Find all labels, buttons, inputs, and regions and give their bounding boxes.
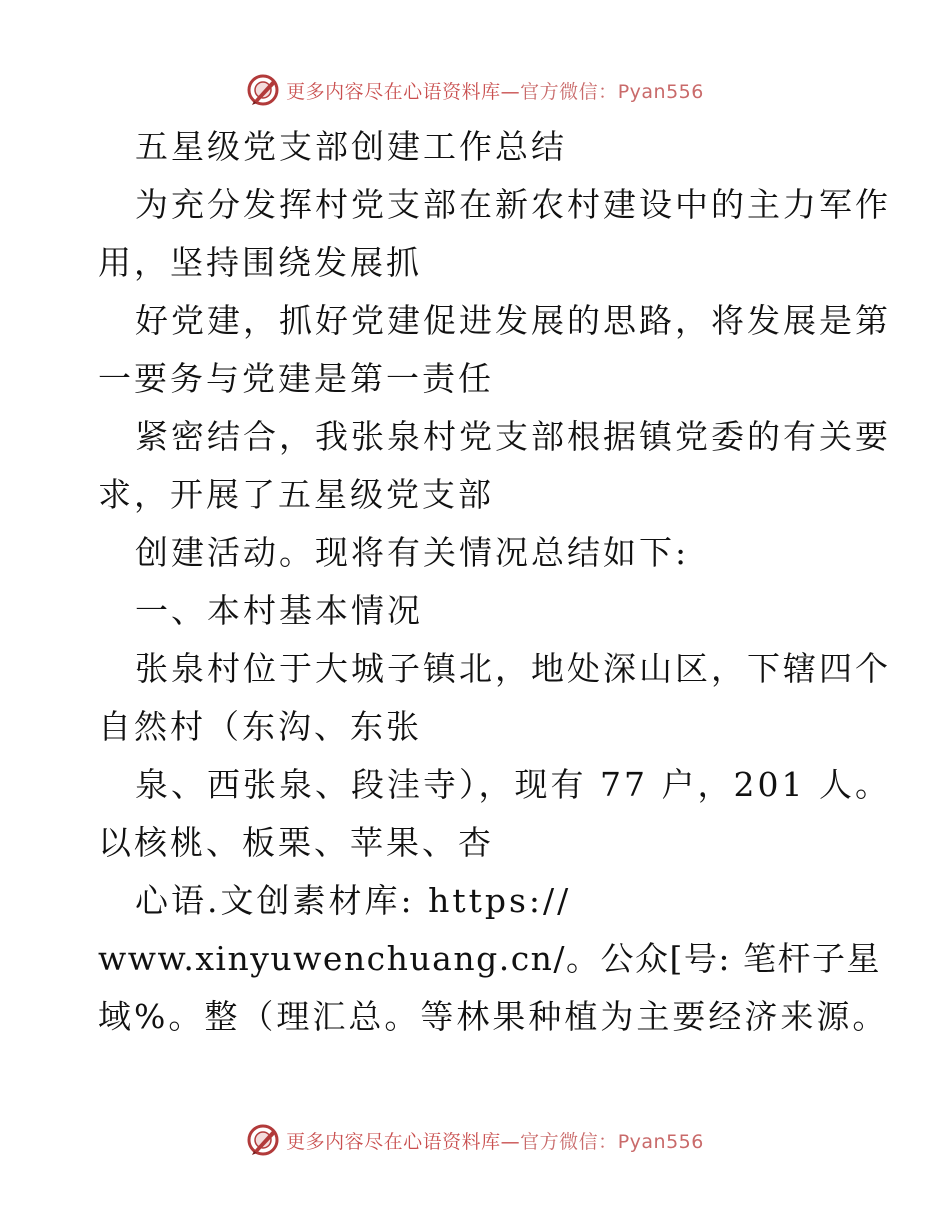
pen-logo-icon xyxy=(246,1123,280,1157)
document-body xyxy=(98,118,891,1046)
header-banner xyxy=(0,70,950,110)
paragraph-line: 张泉村位于大城子镇北，地处深山区，下辖四个 xyxy=(135,649,891,688)
banner-text: 更多内容尽在心语资料库—官方微信：Pyan556 xyxy=(286,80,704,103)
paragraph-line: 以核桃、板栗、苹果、杏 xyxy=(98,823,494,862)
paragraph-line: 一要务与党建是第一责任 xyxy=(98,359,494,398)
paragraph-line: 自然村（东沟、东张 xyxy=(98,707,422,746)
paragraph-line: 心语.文创素材库: https:// xyxy=(135,881,572,920)
document-title: 五星级党支部创建工作总结 xyxy=(135,127,567,166)
paragraph-line: 紧密结合，我张泉村党支部根据镇党委的有关要 xyxy=(135,417,891,456)
paragraph-line: 求，开展了五星级党支部 xyxy=(98,475,494,514)
paragraph-line: 创建活动。现将有关情况总结如下: xyxy=(135,533,690,572)
pen-logo-icon xyxy=(246,73,280,107)
paragraph-line: www.xinyuwenchuang.cn/。公众[号: 笔杆子星 xyxy=(98,939,882,978)
paragraph-line: 泉、西张泉、段洼寺），现有 77 户，201 人。 xyxy=(135,765,891,804)
paragraph-line: 好党建，抓好党建促进发展的思路，将发展是第 xyxy=(135,301,891,340)
paragraph-line: 域%。整（理汇总。等林果种植为主要经济来源。 xyxy=(98,997,889,1036)
banner-text: 更多内容尽在心语资料库—官方微信：Pyan556 xyxy=(286,1130,704,1153)
footer-banner xyxy=(0,1120,950,1160)
paragraph-line: 用，坚持围绕发展抓 xyxy=(98,243,422,282)
paragraph-line: 为充分发挥村党支部在新农村建设中的主力军作 xyxy=(135,185,891,224)
section-heading: 一、本村基本情况 xyxy=(135,591,423,630)
